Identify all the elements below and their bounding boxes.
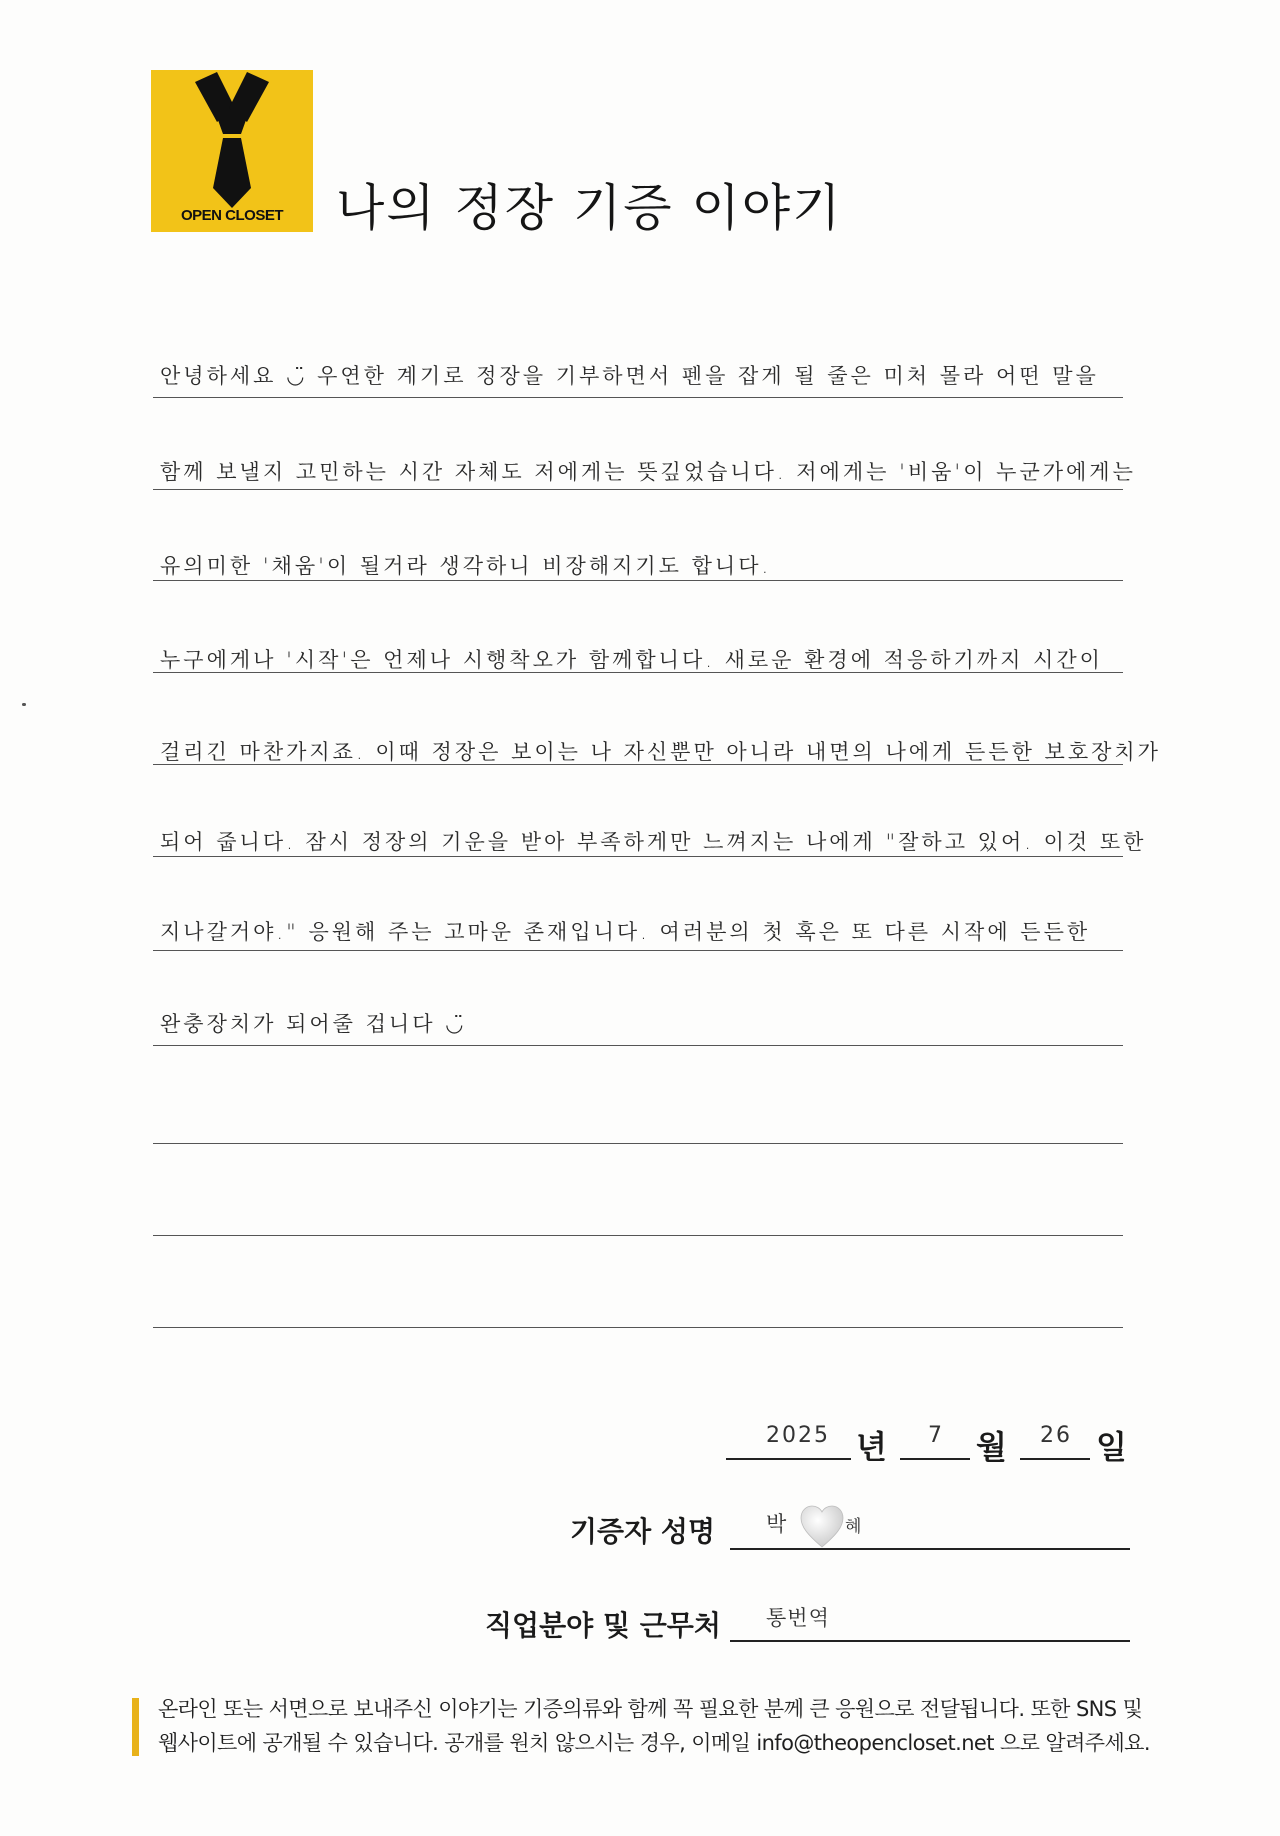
ruled-line — [153, 580, 1123, 581]
day-blank — [1020, 1458, 1090, 1460]
open-closet-logo — [151, 70, 313, 232]
donor-name-label: 기증자 성명 — [570, 1515, 715, 1548]
job-value: 통번역 — [766, 1606, 830, 1630]
ruled-line — [153, 672, 1123, 673]
job-field — [730, 1640, 1130, 1642]
notice-line-2: 웹사이트에 공개될 수 있습니다. 공개를 원치 않으시는 경우, 이메일 info@theopencloset.net 으로 알려주세요. — [158, 1731, 1150, 1755]
heart-icon — [800, 1505, 844, 1549]
ruled-line — [153, 397, 1123, 398]
ruled-line — [153, 764, 1123, 765]
ruled-line — [153, 950, 1123, 951]
job-label: 직업분야 및 근무처 — [485, 1609, 721, 1642]
logo-text: OPEN CLOSET — [180, 207, 283, 224]
ruled-line — [153, 856, 1123, 857]
letter-line: 유의미한 '채움'이 될거라 생각하니 비장해지기도 합니다. — [160, 554, 772, 578]
year-unit: 년 — [856, 1428, 887, 1466]
donor-name-field — [730, 1548, 1130, 1550]
letter-line: 안녕하세요 ◡̈ 우연한 계기로 정장을 기부하면서 펜을 잡게 될 줄은 미처 몰라 어떤 말을 — [160, 364, 1099, 388]
ruled-line — [153, 1143, 1123, 1144]
day-unit: 일 — [1096, 1428, 1127, 1466]
letter-line: 누구에게나 '시작'은 언제나 시행착오가 함께합니다. 새로운 환경에 적응하기까지 시간이 — [160, 648, 1103, 672]
notice-text — [158, 1692, 1150, 1760]
ruled-line — [153, 1045, 1123, 1046]
donor-name-first: 박 — [766, 1512, 788, 1536]
year-blank — [726, 1458, 851, 1460]
month-unit: 월 — [976, 1428, 1007, 1466]
notice-line-1: 온라인 또는 서면으로 보내주신 이야기는 기증의류와 함께 꼭 필요한 분께 큰 응원으로 전달됩니다. 또한 SNS 및 — [158, 1697, 1143, 1721]
year-value: 2025 — [766, 1423, 830, 1448]
donor-name-last: 혜 — [845, 1517, 863, 1537]
letter-line: 완충장치가 되어줄 겁니다 ◡̈ — [160, 1012, 467, 1036]
notice-accent-bar — [132, 1698, 139, 1756]
letter-line: 걸리긴 마찬가지죠. 이때 정장은 보이는 나 자신뿐만 아니라 내면의 나에게 든든한 보호장치가 — [160, 740, 1161, 764]
month-value: 7 — [928, 1423, 944, 1448]
ruled-line — [153, 489, 1123, 490]
paper-speck — [22, 703, 26, 706]
letter-line: 되어 줍니다. 잠시 정장의 기운을 받아 부족하게만 느껴지는 나에게 "잘하고 있어. 이것 또한 — [160, 830, 1147, 854]
letter-line: 지나갈거야." 응원해 주는 고마운 존재입니다. 여러분의 첫 혹은 또 다른 시작에 든든한 — [160, 920, 1091, 944]
page-title: 나의 정장 기증 이야기 — [336, 179, 843, 237]
ruled-line — [153, 1327, 1123, 1328]
day-value: 26 — [1040, 1423, 1072, 1448]
ruled-line — [153, 1235, 1123, 1236]
letter-line: 함께 보낼지 고민하는 시간 자체도 저에게는 뜻깊었습니다. 저에게는 '비움'이 누군가에게는 — [160, 460, 1136, 484]
month-blank — [900, 1458, 970, 1460]
